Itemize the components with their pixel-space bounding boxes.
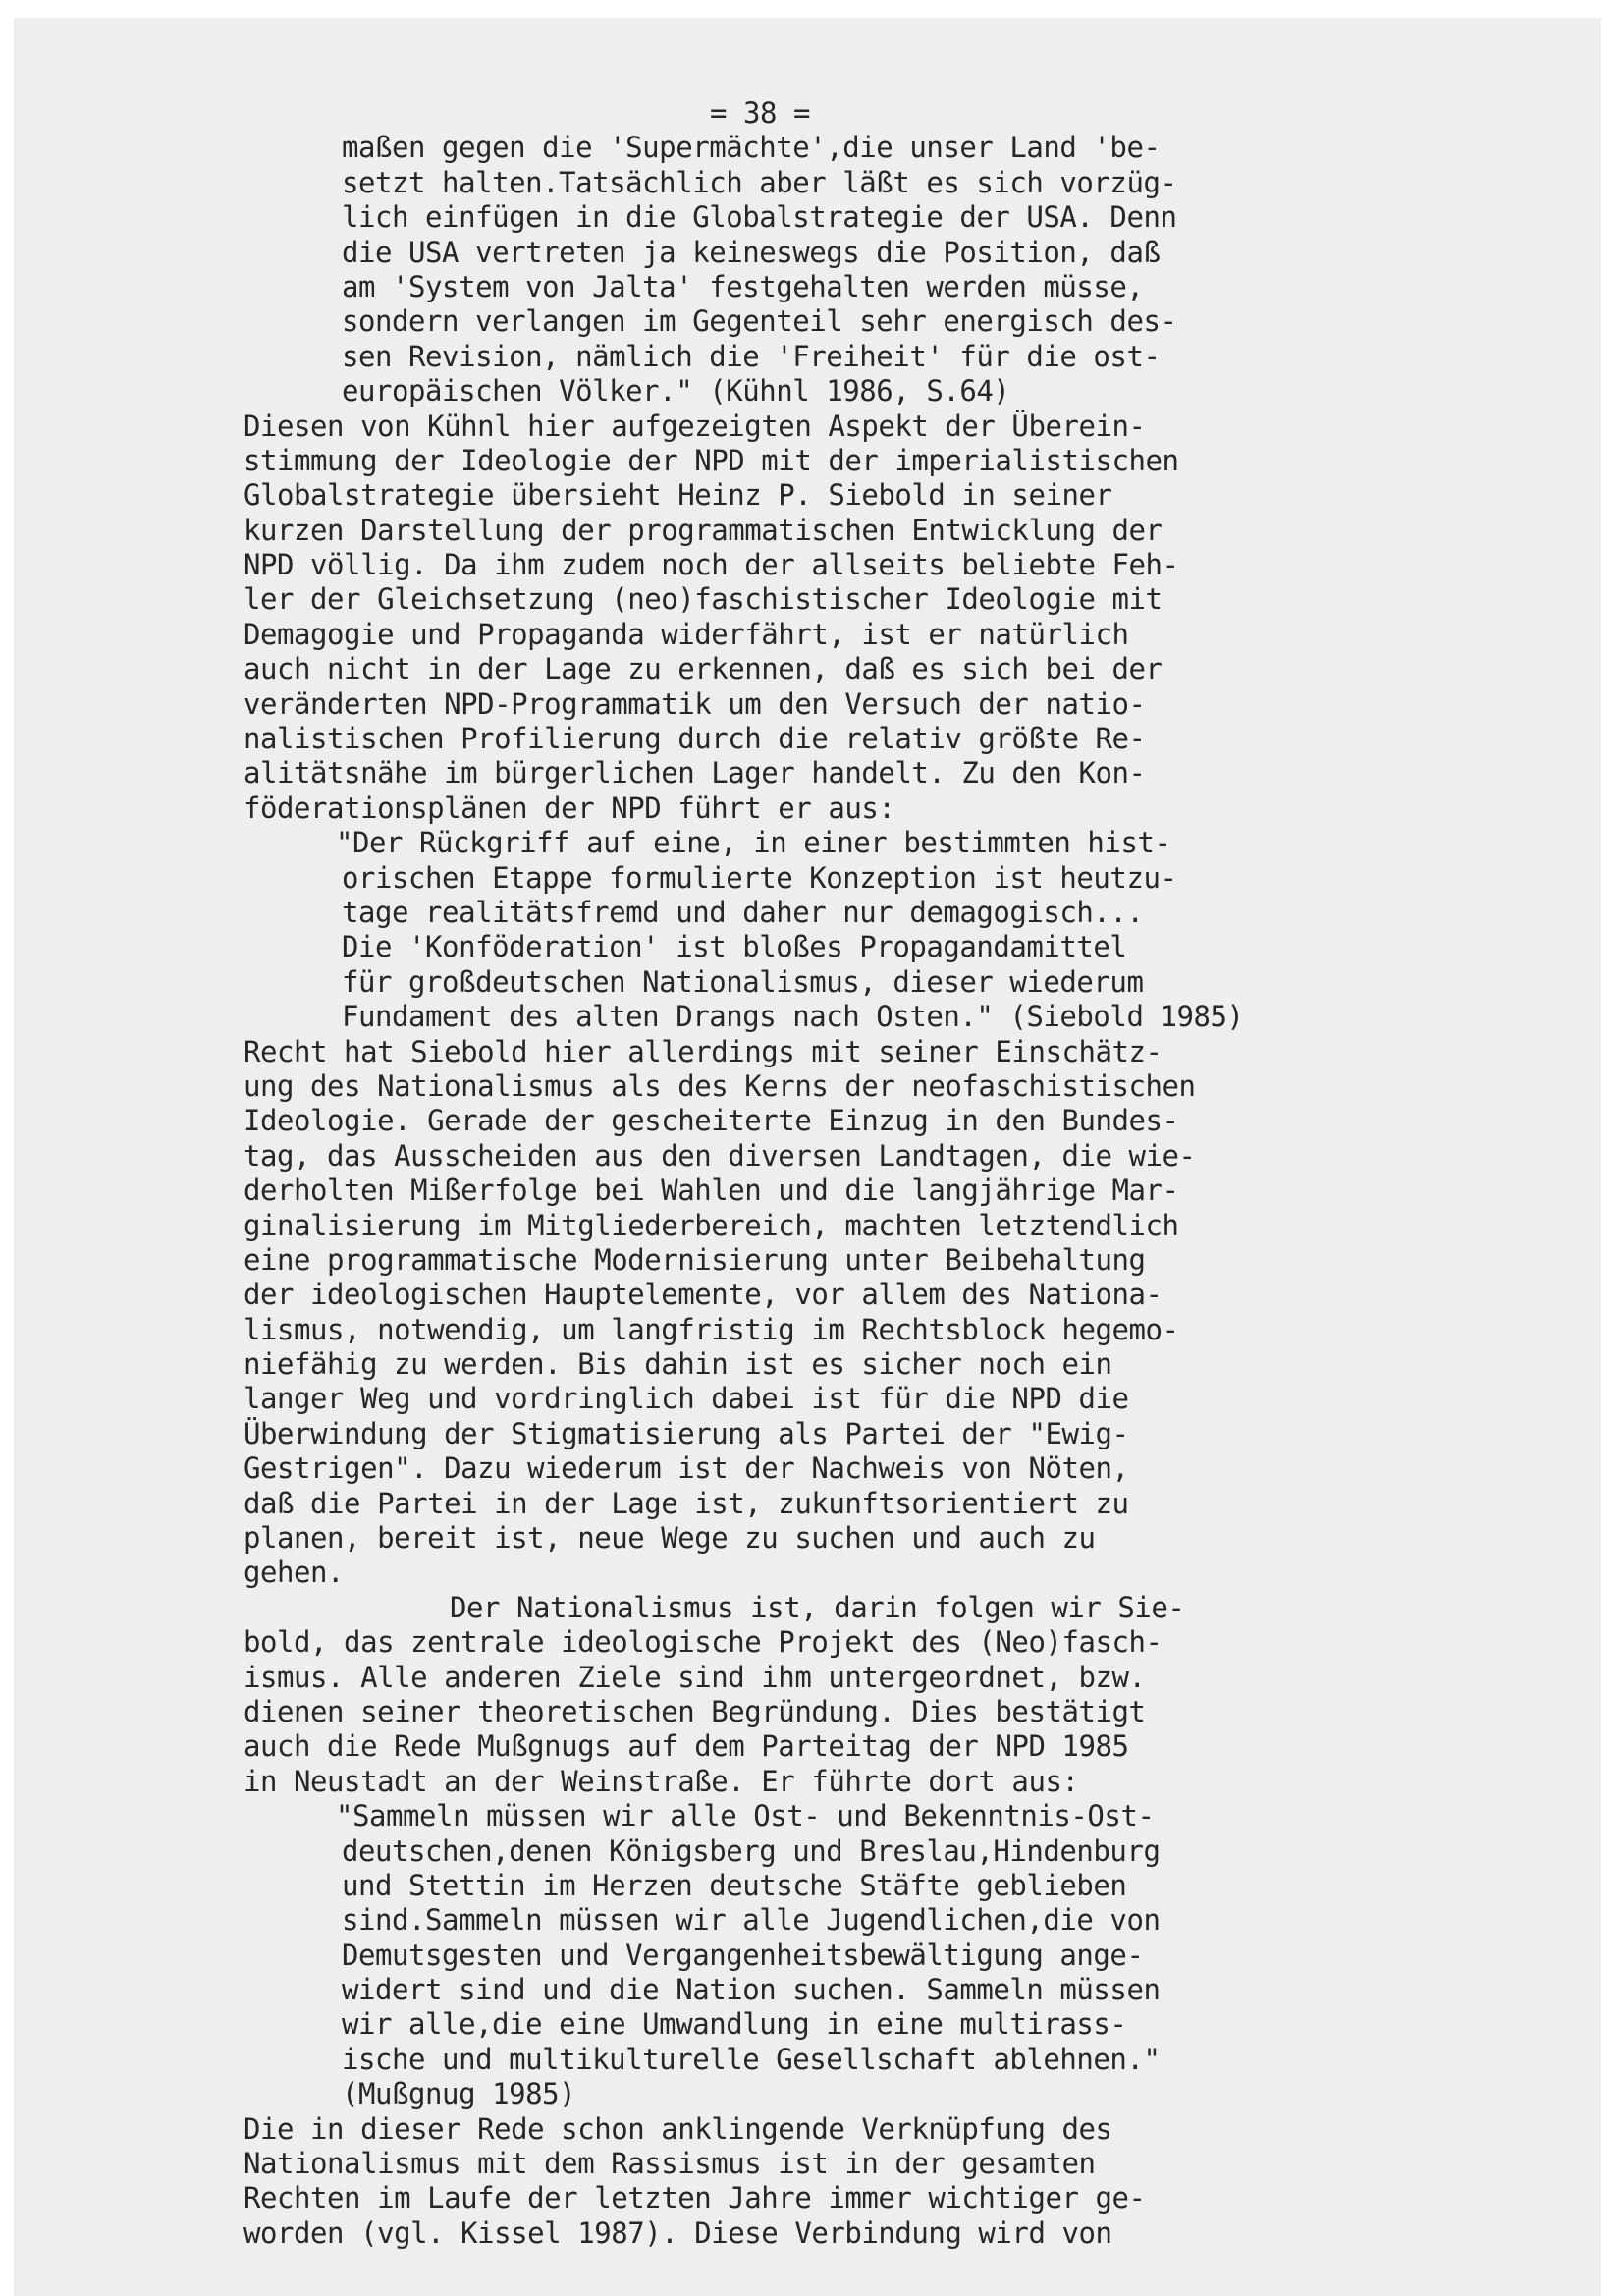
text-line: Recht hat Siebold hier allerdings mit seiner Einschätz- [243, 1034, 1163, 1068]
text-line: Demagogie und Propaganda widerfährt, ist er natürlich [243, 617, 1129, 651]
text-line: lismus, notwendig, um langfristig im Rechtsblock hegemo- [243, 1312, 1179, 1346]
text-line: lich einfügen in die Globalstrategie der USA. Denn [342, 200, 1177, 235]
text-line: Fundament des alten Drangs nach Osten." (Siebold 1985) [342, 1000, 1244, 1034]
text-line: worden (vgl. Kissel 1987). Diese Verbindung wird von [243, 2215, 1112, 2250]
text-line: europäischen Völker." (Kühnl 1986, S.64) [342, 374, 1010, 409]
text-line: der ideologischen Hauptelemente, vor allem des Nationa- [243, 1278, 1163, 1312]
sheet-edge-top [0, 0, 1623, 18]
text-line: Die in dieser Rede schon anklingende Verknüpfung des [243, 2111, 1112, 2146]
body-lines [243, 131, 1422, 2251]
text-line: Die 'Konföderation' ist bloßes Propagandamittel [342, 930, 1127, 964]
text-line: Globalstrategie übersieht Heinz P. Siebold in seiner [243, 478, 1112, 513]
text-line: auch die Rede Mußgnugs auf dem Parteitag der NPD 1985 [243, 1729, 1129, 1764]
text-line: "Sammeln müssen wir alle Ost- und Bekenntnis-Ost- [336, 1799, 1155, 1833]
sheet-edge-left [0, 0, 14, 2296]
text-line: ginalisierung im Mitgliederbereich, machten letztendlich [243, 1208, 1179, 1242]
text-line: langer Weg und vordringlich dabei ist für die NPD die [243, 1382, 1129, 1416]
text-line: Diesen von Kühnl hier aufgezeigten Aspekt der Überein- [243, 409, 1146, 443]
text-line: wir alle,die eine Umwandlung in eine multirass- [342, 2007, 1127, 2042]
typewritten-text [243, 96, 1422, 2251]
text-line: deutschen,denen Königsberg und Breslau,Hindenburg [342, 1833, 1161, 1868]
text-line: tag, das Ausscheiden aus den diversen Landtagen, die wie- [243, 1138, 1196, 1173]
text-line: daß die Partei in der Lage ist, zukunftsorientiert zu [243, 1486, 1129, 1520]
text-line: veränderten NPD-Programmatik um den Versuch der natio- [243, 686, 1146, 721]
text-line: tage realitätsfremd und daher nur demagogisch... [342, 895, 1144, 929]
text-line: ische und multikulturelle Gesellschaft ablehnen." [342, 2042, 1161, 2076]
text-line: nalistischen Profilierung durch die relativ größte Re- [243, 722, 1146, 756]
text-line: Rechten im Laufe der letzten Jahre immer wichtiger ge- [243, 2181, 1146, 2215]
text-line: (Mußgnug 1985) [342, 2077, 576, 2111]
text-line: dienen seiner theoretischen Begründung. Dies bestätigt [243, 1694, 1146, 1728]
text-line: in Neustadt an der Weinstraße. Er führte dort aus: [243, 1764, 1079, 1798]
text-line: orischen Etappe formulierte Konzeption ist heutzu- [342, 860, 1177, 895]
text-line: und Stettin im Herzen deutsche Stäfte geblieben [342, 1868, 1127, 1902]
page-number: = 38 = [710, 96, 811, 130]
text-line: ung des Nationalismus als des Kerns der neofaschistischen [243, 1068, 1196, 1103]
text-line: Demutsgesten und Vergangenheitsbewältigung ange- [342, 1938, 1144, 1972]
text-line: kurzen Darstellung der programmatischen Entwicklung der [243, 513, 1163, 547]
text-line: sind.Sammeln müssen wir alle Jugendlichen,die von [342, 1903, 1161, 1938]
text-line: föderationsplänen der NPD führt er aus: [243, 791, 895, 825]
text-line: "Der Rückgriff auf eine, in einer bestimmten hist- [336, 826, 1171, 860]
text-line: NPD völlig. Da ihm zudem noch der allseits beliebte Feh- [243, 548, 1179, 582]
text-line: sen Revision, nämlich die 'Freiheit' für die ost- [342, 339, 1161, 373]
sheet-edge-right [1601, 0, 1623, 2296]
text-line: stimmung der Ideologie der NPD mit der imperialistischen [243, 443, 1179, 477]
text-line: niefähig zu werden. Bis dahin ist es sicher noch ein [243, 1347, 1112, 1382]
text-line: alitätsnähe im bürgerlichen Lager handelt. Zu den Kon- [243, 756, 1146, 791]
text-line: Überwindung der Stigmatisierung als Partei der "Ewig- [243, 1416, 1129, 1450]
text-line: am 'System von Jalta' festgehalten werden müsse, [342, 269, 1144, 303]
text-line: Der Nationalismus ist, darin folgen wir Sie- [450, 1590, 1185, 1624]
text-line: die USA vertreten ja keineswegs die Position, daß [342, 235, 1161, 269]
text-line: Gestrigen". Dazu wiederum ist der Nachweis von Nöten, [243, 1451, 1129, 1486]
text-line: ismus. Alle anderen Ziele sind ihm untergeordnet, bzw. [243, 1660, 1146, 1694]
text-line: bold, das zentrale ideologische Projekt des (Neo)fasch- [243, 1625, 1163, 1660]
text-line: setzt halten.Tatsächlich aber läßt es sich vorzüg- [342, 165, 1177, 199]
text-line: widert sind und die Nation suchen. Sammeln müssen [342, 1973, 1161, 2007]
text-line: gehen. [243, 1556, 345, 1590]
text-line: Nationalismus mit dem Rassismus ist in der gesamten [243, 2147, 1096, 2181]
text-line: planen, bereit ist, neue Wege zu suchen und auch zu [243, 1521, 1096, 1556]
text-line: ler der Gleichsetzung (neo)faschistischer Ideologie mit [243, 582, 1163, 617]
text-line: Ideologie. Gerade der gescheiterte Einzug in den Bundes- [243, 1104, 1179, 1138]
text-line: eine programmatische Modernisierung unter Beibehaltung [243, 1242, 1146, 1277]
text-line: maßen gegen die 'Supermächte',die unser Land 'be- [342, 131, 1161, 165]
text-line: auch nicht in der Lage zu erkennen, daß es sich bei der [243, 652, 1163, 686]
text-line: für großdeutschen Nationalismus, dieser wiederum [342, 964, 1144, 999]
text-line: sondern verlangen im Gegenteil sehr energisch des- [342, 304, 1177, 339]
text-line: derholten Mißerfolge bei Wahlen und die langjährige Mar- [243, 1174, 1179, 1208]
